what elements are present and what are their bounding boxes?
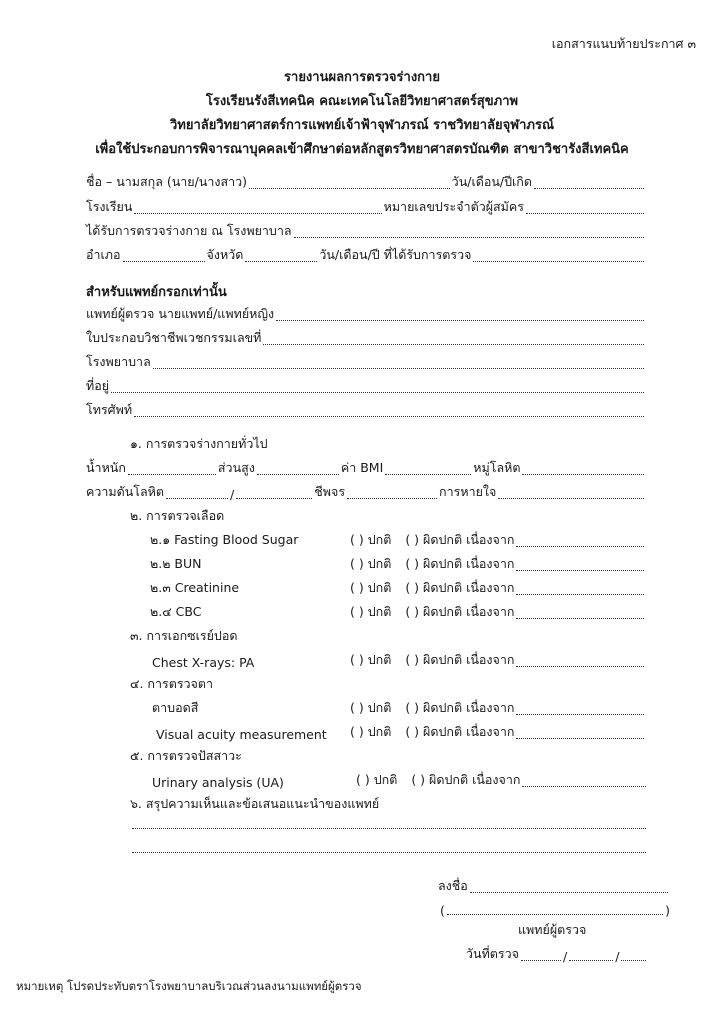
signature-label: ลงชื่อ	[438, 878, 468, 893]
bp-diastolic-field[interactable]	[236, 498, 312, 499]
bmi-field[interactable]	[385, 474, 471, 475]
doctor-role-label: แพทย์ผู้ตรวจ	[518, 922, 587, 937]
visual-acuity-abnormal-option[interactable]: ( ) ผิดปกติ เนื่องจาก	[405, 724, 515, 739]
bun-label: ๒.๒ BUN	[150, 556, 202, 571]
hospital-field[interactable]	[153, 368, 644, 369]
breath-label: การหายใจ	[439, 484, 497, 499]
cxr-options	[350, 652, 646, 670]
paren-close: )	[665, 903, 670, 918]
doctor-label: แพทย์ผู้ตรวจ นายแพทย์/แพทย์หญิง	[86, 306, 275, 321]
visual-acuity-reason-field[interactable]	[516, 738, 644, 739]
bp-label: ความดันโลหิต	[86, 484, 165, 499]
phone-label: โทรศัพท์	[86, 402, 133, 417]
summary-line-1[interactable]	[132, 828, 646, 829]
weight-field[interactable]	[128, 474, 216, 475]
color-blind-reason-field[interactable]	[516, 714, 644, 715]
fbs-options	[350, 532, 646, 550]
ua-options	[356, 772, 648, 790]
sign-day-field[interactable]	[521, 960, 561, 961]
section-blood-test: ๒. การตรวจเลือด	[130, 508, 225, 523]
exam-hospital-field[interactable]	[294, 237, 644, 238]
printed-name-field[interactable]	[447, 914, 663, 915]
applicant-no-field[interactable]	[526, 213, 644, 214]
ua-reason-field[interactable]	[522, 786, 646, 787]
dob-field[interactable]	[534, 188, 644, 189]
height-field[interactable]	[257, 474, 339, 475]
cxr-reason-field[interactable]	[516, 666, 644, 667]
school-field[interactable]	[134, 213, 381, 214]
visual-acuity-normal-option[interactable]: ( ) ปกติ	[350, 724, 392, 739]
section-eye-exam: ๔. การตรวจตา	[130, 676, 214, 691]
creatinine-normal-option[interactable]: ( ) ปกติ	[350, 580, 392, 595]
school-row	[86, 199, 646, 217]
cxr-normal-option[interactable]: ( ) ปกติ	[350, 652, 392, 667]
section-urine-test: ๕. การตรวจปัสสาวะ	[130, 748, 242, 763]
color-blind-abnormal-option[interactable]: ( ) ผิดปกติ เนื่องจาก	[405, 700, 515, 715]
creatinine-options	[350, 580, 646, 598]
attachment-label: เอกสารแนบท้ายประกาศ ๓	[551, 36, 696, 51]
license-label: ใบประกอบวิชาชีพเวชกรรมเลขที่	[86, 330, 262, 345]
bp-slash: /	[230, 487, 235, 502]
sign-date-slash-1: /	[562, 949, 568, 964]
name-row	[86, 174, 646, 192]
doctor-section-heading: สำหรับแพทย์กรอกเท่านั้น	[86, 285, 227, 300]
ua-label: Urinary analysis (UA)	[152, 775, 284, 790]
cxr-label: Chest X-rays: PA	[152, 655, 255, 670]
hospital-label: โรงพยาบาล	[86, 354, 151, 369]
section-chest-xray: ๓. การเอกซเรย์ปอด	[130, 628, 238, 643]
summary-line-2[interactable]	[132, 852, 646, 853]
color-blind-options	[350, 700, 646, 718]
cbc-label: ๒.๔ CBC	[150, 604, 202, 619]
section-doctor-summary: ๖. สรุปความเห็นและข้อเสนอแนะนำของแพทย์	[130, 796, 380, 811]
district-field[interactable]	[123, 261, 205, 262]
sign-month-field[interactable]	[569, 960, 613, 961]
blood-group-field[interactable]	[522, 474, 644, 475]
height-label: ส่วนสูง	[217, 460, 255, 475]
sign-date-label: วันที่ตรวจ	[466, 946, 519, 961]
province-label: จังหวัด	[206, 247, 244, 262]
fbs-reason-field[interactable]	[516, 546, 644, 547]
name-field[interactable]	[249, 188, 450, 189]
doctor-field[interactable]	[276, 320, 644, 321]
pulse-field[interactable]	[347, 498, 437, 499]
bun-normal-option[interactable]: ( ) ปกติ	[350, 556, 392, 571]
school-label: โรงเรียน	[86, 199, 133, 214]
exam-date-signature-row	[466, 946, 648, 964]
name-label: ชื่อ – นามสกุล (นาย/นางสาว)	[86, 174, 248, 189]
vitals-row-1	[86, 460, 646, 478]
applicant-no-label: หมายเลขประจำตัวผู้สมัคร	[383, 199, 524, 214]
phone-row	[86, 402, 646, 420]
cbc-abnormal-option[interactable]: ( ) ผิดปกติ เนื่องจาก	[405, 604, 515, 619]
hospital-row	[86, 354, 646, 372]
pulse-label: ชีพจร	[314, 484, 346, 499]
bun-abnormal-option[interactable]: ( ) ผิดปกติ เนื่องจาก	[405, 556, 515, 571]
color-blind-label: ตาบอดสี	[152, 700, 199, 715]
doctor-row	[86, 306, 646, 324]
bun-options	[350, 556, 646, 574]
vitals-row-2	[86, 484, 646, 502]
license-field[interactable]	[263, 344, 644, 345]
signature-field[interactable]	[470, 892, 668, 893]
school-name: โรงเรียนรังสีเทคนิค คณะเทคโนโลยีวิทยาศาสตร์สุขภาพ	[205, 94, 519, 109]
bp-systolic-field[interactable]	[166, 498, 228, 499]
cxr-abnormal-option[interactable]: ( ) ผิดปกติ เนื่องจาก	[405, 652, 515, 667]
cbc-normal-option[interactable]: ( ) ปกติ	[350, 604, 392, 619]
address-row	[86, 378, 646, 396]
printed-name-row	[440, 900, 670, 918]
exam-hospital-label: ได้รับการตรวจร่างกาย ณ โรงพยาบาล	[86, 223, 292, 238]
ua-abnormal-option[interactable]: ( ) ผิดปกติ เนื่องจาก	[411, 772, 521, 787]
license-row	[86, 330, 646, 348]
visual-acuity-label: Visual acuity measurement	[156, 727, 327, 742]
paren-open: (	[440, 903, 445, 918]
dob-label: วัน/เดือน/ปีเกิด	[451, 174, 532, 189]
creatinine-abnormal-option[interactable]: ( ) ผิดปกติ เนื่องจาก	[405, 580, 515, 595]
fbs-label: ๒.๑ Fasting Blood Sugar	[150, 532, 299, 547]
exam-hospital-row	[86, 223, 646, 241]
cbc-options	[350, 604, 646, 622]
visual-acuity-options	[350, 724, 646, 742]
phone-field[interactable]	[134, 416, 644, 417]
province-field[interactable]	[245, 261, 317, 262]
exam-date-field[interactable]	[473, 261, 644, 262]
creatinine-reason-field[interactable]	[516, 594, 644, 595]
breath-field[interactable]	[498, 498, 644, 499]
exam-date-label: วัน/เดือน/ปี ที่ได้รับการตรวจ	[319, 247, 472, 262]
address-label: ที่อยู่	[86, 378, 110, 393]
form-title: รายงานผลการตรวจร่างกาย	[284, 70, 440, 85]
bmi-label: ค่า BMI	[340, 460, 384, 475]
signature-row	[438, 878, 670, 896]
location-row	[86, 247, 646, 265]
cbc-reason-field[interactable]	[516, 618, 644, 619]
fbs-abnormal-option[interactable]: ( ) ผิดปกติ เนื่องจาก	[405, 532, 515, 547]
color-blind-normal-option[interactable]: ( ) ปกติ	[350, 700, 392, 715]
sign-year-field[interactable]	[621, 960, 646, 961]
fbs-normal-option[interactable]: ( ) ปกติ	[350, 532, 392, 547]
footnote: หมายเหตุ โปรดประทับตราโรงพยาบาลบริเวณส่วนลงนามแพทย์ผู้ตรวจ	[16, 979, 362, 993]
section-general-exam: ๑. การตรวจร่างกายทั่วไป	[130, 436, 268, 451]
blood-group-label: หมู่โลหิต	[473, 460, 521, 475]
sign-date-slash-2: /	[615, 949, 620, 964]
purpose-line: เพื่อใช้ประกอบการพิจารณาบุคคลเข้าศึกษาต่อหลักสูตรวิทยาศาสตรบัณฑิต สาขาวิชารังสีเทคนิค	[95, 142, 629, 157]
college-name: วิทยาลัยวิทยาศาสตร์การแพทย์เจ้าฟ้าจุฬาภรณ์ ราชวิทยาลัยจุฬาภรณ์	[169, 118, 555, 133]
district-label: อำเภอ	[86, 247, 121, 262]
ua-normal-option[interactable]: ( ) ปกติ	[356, 772, 398, 787]
bun-reason-field[interactable]	[516, 570, 644, 571]
weight-label: น้ำหนัก	[86, 460, 126, 475]
creatinine-label: ๒.๓ Creatinine	[150, 580, 240, 595]
address-field[interactable]	[111, 392, 644, 393]
